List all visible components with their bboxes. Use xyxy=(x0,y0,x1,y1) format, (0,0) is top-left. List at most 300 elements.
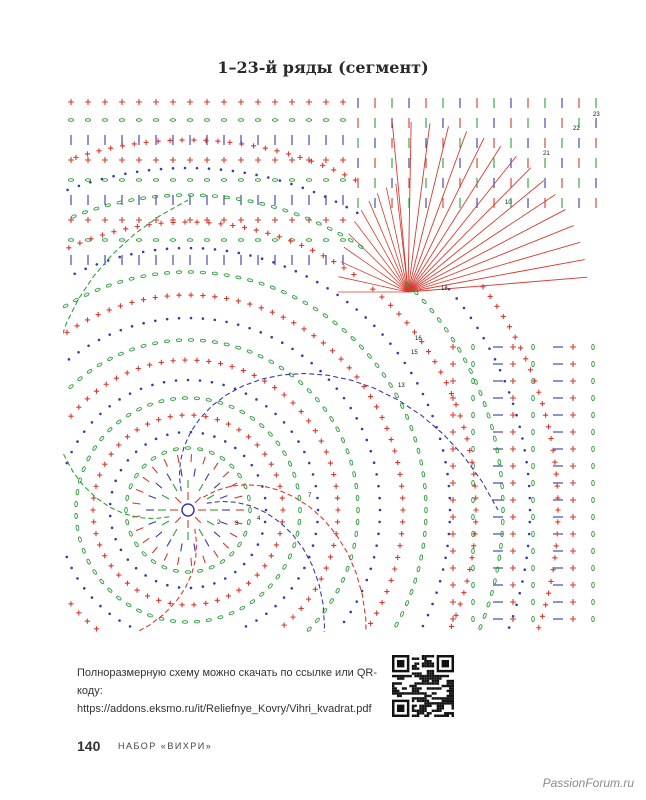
caption-text: Полноразмерную схему можно скачать по ссылке или QR-коду: xyxy=(77,667,377,697)
dot-stitch xyxy=(439,580,442,583)
qr-module xyxy=(412,705,414,707)
chain-stitch xyxy=(73,298,79,303)
chain-stitch xyxy=(194,620,199,623)
chain-stitch xyxy=(478,624,482,630)
plus-stitch xyxy=(450,378,456,384)
qr-module xyxy=(439,677,441,679)
dot-stitch xyxy=(160,168,163,171)
dot-stitch xyxy=(202,432,205,435)
chain-stitch xyxy=(259,423,265,428)
dot-stitch xyxy=(369,450,372,453)
plus-stitch xyxy=(523,356,528,361)
plus-stitch xyxy=(313,587,318,592)
chain-stitch xyxy=(282,208,288,212)
plus-stitch xyxy=(141,297,146,302)
plus-stitch xyxy=(255,217,261,223)
chain-stitch xyxy=(118,352,124,356)
dot-stitch xyxy=(118,256,121,259)
plus-stitch xyxy=(224,296,229,301)
plus-stitch xyxy=(310,248,315,253)
qr-module xyxy=(392,682,394,684)
plus-stitch xyxy=(379,415,384,420)
plus-stitch xyxy=(331,472,336,477)
plus-stitch xyxy=(510,582,516,588)
plus-stitch xyxy=(116,442,121,447)
qr-module xyxy=(432,697,434,699)
qr-module xyxy=(412,685,414,687)
dot-stitch xyxy=(261,532,264,535)
treble-stitch xyxy=(173,529,177,536)
plus-stitch xyxy=(450,344,456,350)
treble-stitch xyxy=(149,522,157,525)
plus-stitch xyxy=(191,137,196,142)
dot-stitch xyxy=(529,509,532,512)
fan-stitch xyxy=(408,123,430,292)
qr-module xyxy=(424,665,426,667)
qr-module xyxy=(404,675,406,677)
chain-stitch xyxy=(164,340,169,343)
dot-stitch xyxy=(410,372,413,375)
plus-stitch xyxy=(555,531,560,536)
chain-stitch xyxy=(367,353,372,359)
qr-module xyxy=(397,690,399,692)
qr-module xyxy=(442,675,444,677)
qr-module xyxy=(444,685,446,687)
plus-stitch xyxy=(426,349,431,354)
chain-stitch xyxy=(457,347,462,353)
chain-stitch xyxy=(472,395,475,400)
chain-stitch xyxy=(502,507,505,512)
plus-stitch xyxy=(450,463,456,469)
plus-stitch xyxy=(543,602,548,607)
dot-stitch xyxy=(248,327,251,330)
plus-stitch xyxy=(570,616,576,622)
qr-module xyxy=(437,682,439,684)
dot-stitch xyxy=(151,384,154,387)
chain-stitch xyxy=(468,368,473,374)
dot-stitch xyxy=(343,397,346,400)
chain-stitch xyxy=(483,613,487,619)
qr-module xyxy=(427,665,429,667)
dot-stitch xyxy=(135,567,138,570)
plus-stitch xyxy=(319,576,324,581)
qr-module xyxy=(419,700,421,702)
dot-stitch xyxy=(512,402,515,405)
qr-module xyxy=(427,655,429,657)
chain-stitch xyxy=(288,372,294,377)
qr-module xyxy=(429,702,431,704)
plus-stitch xyxy=(507,324,512,329)
plus-stitch xyxy=(204,157,210,163)
plus-stitch xyxy=(119,157,125,163)
treble-stitch xyxy=(181,543,182,551)
qr-module xyxy=(422,692,424,694)
chain-stitch xyxy=(212,340,218,343)
qr-module xyxy=(422,662,424,664)
plus-stitch xyxy=(265,231,270,236)
chain-stitch xyxy=(413,290,418,296)
plus-stitch xyxy=(546,591,551,596)
qr-module xyxy=(394,687,396,689)
chain-stitch xyxy=(501,483,504,488)
plus-stitch xyxy=(272,217,278,223)
treble-stitch xyxy=(195,517,201,523)
fan-stitch xyxy=(361,210,408,292)
plus-stitch xyxy=(153,295,158,300)
chain-stitch xyxy=(356,495,359,500)
qr-module xyxy=(419,697,421,699)
chain-stitch xyxy=(68,119,73,122)
chain-stitch xyxy=(159,399,165,403)
chain-stitch xyxy=(176,271,181,274)
qr-module xyxy=(414,687,416,689)
fan-stitch xyxy=(354,221,408,292)
chain-stitch xyxy=(329,598,334,604)
qr-module xyxy=(424,660,426,662)
qr-module xyxy=(399,692,401,694)
plus-stitch xyxy=(171,358,176,363)
treble-stitch xyxy=(207,521,214,525)
chain-stitch xyxy=(323,119,328,122)
chain-stitch xyxy=(298,380,304,385)
plus-stitch xyxy=(255,157,261,163)
qr-module xyxy=(449,702,451,704)
plus-stitch xyxy=(354,374,359,379)
plus-stitch xyxy=(338,356,343,361)
qr-module xyxy=(424,662,426,664)
plus-stitch xyxy=(206,359,211,364)
qr-module xyxy=(422,657,424,659)
plus-stitch xyxy=(102,553,107,558)
dot-stitch xyxy=(202,247,205,250)
qr-module xyxy=(437,687,439,689)
dot-stitch xyxy=(190,317,193,320)
fan-stitch xyxy=(341,262,408,292)
dot-stitch xyxy=(303,451,306,454)
plus-stitch xyxy=(570,412,576,418)
qr-module xyxy=(392,675,394,677)
qr-module xyxy=(452,707,454,709)
plus-stitch xyxy=(331,167,336,172)
dot-stitch xyxy=(211,381,214,384)
qr-module xyxy=(422,697,424,699)
chain-stitch xyxy=(95,288,101,292)
dot-stitch xyxy=(226,250,229,253)
plus-stitch xyxy=(191,413,196,418)
plus-stitch xyxy=(404,320,409,325)
qr-module xyxy=(402,677,404,679)
plus-stitch xyxy=(204,99,210,105)
dot-stitch xyxy=(427,404,430,407)
dot-stitch xyxy=(208,167,211,170)
dot-stitch xyxy=(290,183,293,186)
dot-stitch xyxy=(187,379,190,382)
plus-stitch xyxy=(341,265,346,270)
treble-stitch xyxy=(167,474,171,481)
qr-module xyxy=(432,675,434,677)
chain-stitch xyxy=(335,588,340,594)
plus-stitch xyxy=(226,421,231,426)
plus-stitch xyxy=(221,157,227,163)
dot-stitch xyxy=(119,329,122,332)
chain-stitch xyxy=(419,460,423,466)
dot-stitch xyxy=(283,596,286,599)
dot-stitch xyxy=(155,438,158,441)
dot-stitch xyxy=(446,473,449,476)
plus-stitch xyxy=(120,143,125,148)
chain-stitch xyxy=(400,611,405,617)
chain-stitch xyxy=(498,459,501,465)
dot-stitch xyxy=(345,206,348,209)
chain-stitch xyxy=(356,519,359,524)
chain-stitch xyxy=(107,587,113,592)
qr-module xyxy=(447,675,449,677)
dot-stitch xyxy=(202,317,205,320)
plus-stitch xyxy=(334,484,339,489)
qr-module xyxy=(422,675,424,677)
qr-module xyxy=(419,710,421,712)
dot-stitch xyxy=(101,178,104,181)
chain-stitch xyxy=(129,277,135,281)
dot-stitch xyxy=(518,592,521,595)
plus-stitch xyxy=(246,434,251,439)
qr-module xyxy=(417,682,419,684)
plus-stitch xyxy=(191,602,196,607)
plus-stitch xyxy=(114,376,119,381)
qr-module xyxy=(432,702,434,704)
plus-stitch xyxy=(384,426,389,431)
qr-module xyxy=(447,685,449,687)
qr-module xyxy=(419,692,421,694)
qr-module xyxy=(414,715,416,717)
chain-stitch xyxy=(532,565,535,570)
chain-stitch xyxy=(345,566,349,572)
chain-stitch xyxy=(463,357,468,363)
qr-module xyxy=(422,707,424,709)
dot-stitch xyxy=(375,473,378,476)
chain-stitch xyxy=(532,412,535,417)
chain-stitch xyxy=(86,559,91,565)
qr-module xyxy=(447,682,449,684)
chain-stitch xyxy=(337,232,343,237)
qr-module xyxy=(414,667,416,669)
plus-stitch xyxy=(450,361,456,367)
plus-stitch xyxy=(218,361,223,366)
plus-stitch xyxy=(255,572,260,577)
plus-stitch xyxy=(461,425,466,430)
qr-module xyxy=(417,675,419,677)
chain-stitch xyxy=(204,119,209,122)
chain-stitch xyxy=(185,447,190,450)
dot-stitch xyxy=(96,263,99,266)
plus-stitch xyxy=(269,462,274,467)
qr-module xyxy=(429,662,431,664)
plus-stitch xyxy=(238,157,244,163)
qr-module xyxy=(449,712,451,714)
plus-stitch xyxy=(187,157,193,163)
qr-module xyxy=(449,695,451,697)
qr-module xyxy=(452,682,454,684)
plus-stitch xyxy=(274,472,279,477)
treble-stitch xyxy=(152,467,157,473)
chain-stitch xyxy=(117,280,123,284)
swirl-arm xyxy=(203,485,366,632)
qr-module xyxy=(434,687,436,689)
chain-stitch xyxy=(272,239,277,242)
plus-stitch xyxy=(77,240,82,245)
chain-stitch xyxy=(82,466,86,472)
qr-module xyxy=(452,695,454,697)
chain-stitch xyxy=(322,406,327,412)
plus-stitch xyxy=(247,301,252,306)
plus-stitch xyxy=(388,303,393,308)
chain-stitch xyxy=(358,244,364,249)
plus-stitch xyxy=(227,140,232,145)
dot-stitch xyxy=(427,614,430,617)
dot-stitch xyxy=(190,247,193,250)
chain-stitch xyxy=(498,555,501,561)
plus-stitch xyxy=(277,234,282,239)
dot-stitch xyxy=(431,415,434,418)
plus-stitch xyxy=(518,345,523,350)
chain-stitch xyxy=(472,412,475,417)
plus-stitch xyxy=(444,380,449,385)
chain-stitch xyxy=(217,615,223,619)
chain-stitch xyxy=(472,582,475,587)
dot-stitch xyxy=(528,533,531,536)
chain-stitch xyxy=(532,361,535,366)
chain-stitch xyxy=(136,119,141,122)
qr-module xyxy=(419,675,421,677)
chain-stitch xyxy=(341,437,346,443)
dot-stitch xyxy=(446,545,449,548)
chain-stitch xyxy=(200,271,205,274)
qr-module xyxy=(422,682,424,684)
dot-stitch xyxy=(470,317,473,320)
plus-stitch xyxy=(324,449,329,454)
plus-stitch xyxy=(510,412,516,418)
plus-stitch xyxy=(136,99,142,105)
dot-stitch xyxy=(314,533,317,536)
dot-stitch xyxy=(249,254,252,257)
chain-stitch xyxy=(176,194,181,197)
chain-stitch xyxy=(152,273,158,276)
qr-module xyxy=(444,715,446,717)
chain-stitch xyxy=(151,456,157,461)
plus-stitch xyxy=(450,616,456,622)
dot-stitch xyxy=(448,521,451,524)
chain-stitch xyxy=(592,582,595,587)
qr-module xyxy=(432,672,434,674)
chain-stitch xyxy=(279,366,285,371)
plus-stitch xyxy=(93,531,98,536)
qr-module xyxy=(412,690,414,692)
treble-stitch xyxy=(199,529,203,536)
chain-stitch xyxy=(206,618,212,622)
chain-stitch xyxy=(307,388,312,394)
chain-stitch xyxy=(164,271,169,274)
treble-stitch xyxy=(162,521,169,525)
plus-stitch xyxy=(85,217,91,223)
chain-stitch xyxy=(450,337,455,343)
qr-module xyxy=(397,682,399,684)
qr-module xyxy=(412,692,414,694)
dot-stitch xyxy=(108,405,111,408)
dot-stitch xyxy=(528,485,531,488)
chain-stitch xyxy=(87,369,93,374)
qr-module xyxy=(399,677,401,679)
plus-stitch xyxy=(64,330,69,335)
chain-stitch xyxy=(220,559,226,564)
dot-stitch xyxy=(111,526,114,529)
chain-stitch xyxy=(532,599,535,604)
chain-stitch xyxy=(592,463,595,468)
plus-stitch xyxy=(555,519,560,524)
qr-module xyxy=(417,710,419,712)
plus-stitch xyxy=(90,507,95,512)
qr-module xyxy=(392,687,394,689)
plus-stitch xyxy=(510,344,516,350)
chain-stitch xyxy=(329,416,334,422)
chain-stitch xyxy=(258,354,264,359)
chain-stitch xyxy=(125,495,129,501)
chain-stitch xyxy=(161,565,167,569)
treble-stitch xyxy=(205,474,209,481)
plus-stitch xyxy=(109,452,114,457)
dot-stitch xyxy=(76,577,79,580)
qr-module xyxy=(437,680,439,682)
qr-code-icon xyxy=(392,655,454,717)
plus-stitch xyxy=(170,99,176,105)
dot-stitch xyxy=(214,248,217,251)
plus-stitch xyxy=(471,543,476,548)
dot-stitch xyxy=(166,318,169,321)
chain-stitch xyxy=(592,565,595,570)
qr-module xyxy=(402,692,404,694)
download-link[interactable]: https://addons.eksmo.ru/it/Reliefnye_Kovry/Vihri_kvadrat.pdf xyxy=(77,703,372,715)
plus-stitch xyxy=(182,357,187,362)
plus-stitch xyxy=(218,221,223,226)
qr-module xyxy=(414,697,416,699)
dot-stitch xyxy=(265,405,268,408)
dot-stitch xyxy=(312,544,315,547)
plus-stitch xyxy=(540,401,545,406)
chain-stitch xyxy=(153,119,158,122)
chain-stitch xyxy=(592,344,595,349)
qr-module xyxy=(427,677,429,679)
treble-stitch xyxy=(194,543,195,551)
treble-stitch xyxy=(214,483,220,488)
qr-module xyxy=(427,660,429,662)
plus-stitch xyxy=(215,417,220,422)
chain-stitch xyxy=(532,480,535,485)
qr-module xyxy=(432,682,434,684)
chain-stitch xyxy=(197,569,203,573)
chain-stitch xyxy=(170,397,175,400)
qr-module xyxy=(414,657,416,659)
chain-stitch xyxy=(268,431,273,437)
chain-stitch xyxy=(105,203,111,207)
dot-stitch xyxy=(213,435,216,438)
plus-stitch xyxy=(320,163,325,168)
plus-stitch xyxy=(510,497,516,503)
chain-stitch xyxy=(107,427,113,432)
plus-stitch xyxy=(340,99,346,105)
chain-stitch xyxy=(429,308,434,314)
dot-stitch xyxy=(291,348,294,351)
qr-module xyxy=(412,665,414,667)
dot-stitch xyxy=(301,354,304,357)
